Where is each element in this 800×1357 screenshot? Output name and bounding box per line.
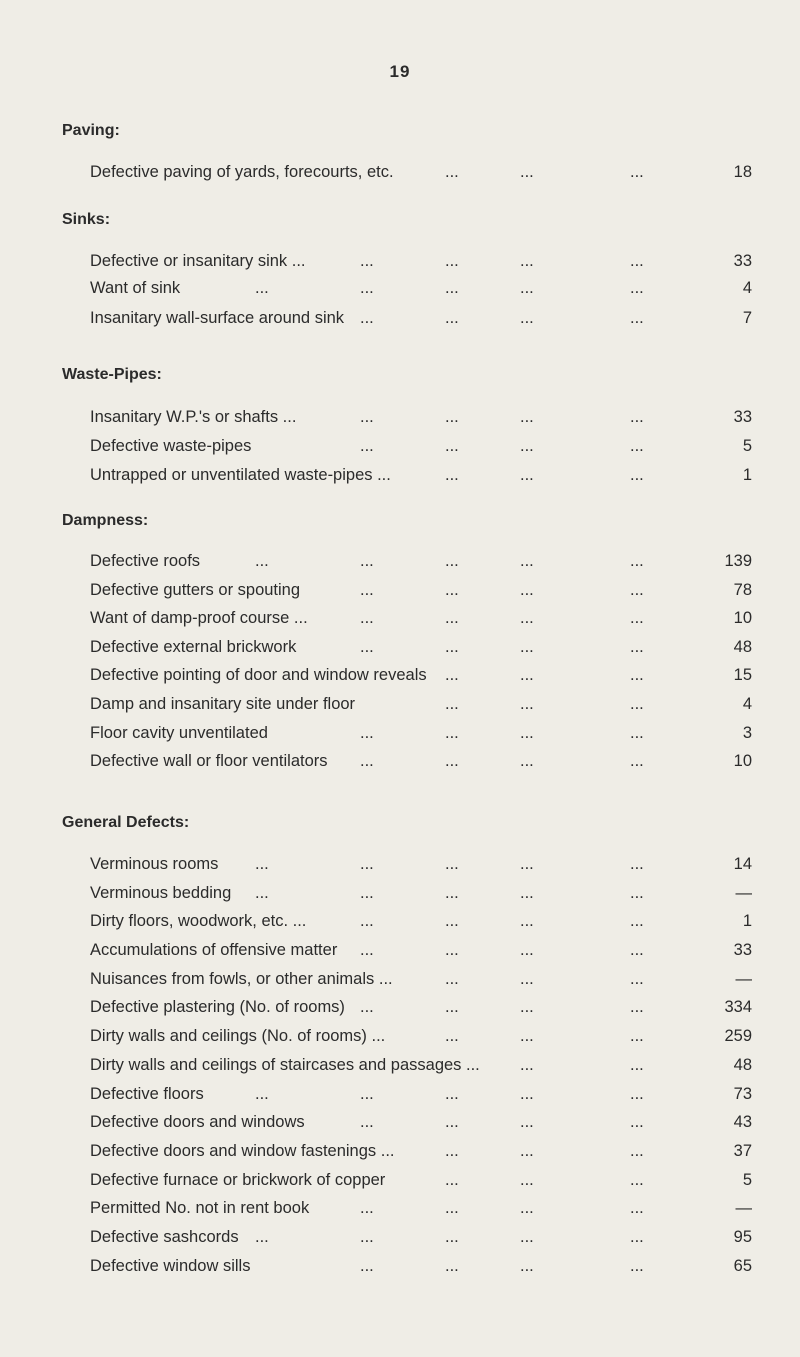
- defect-row: [0, 855, 800, 879]
- leader-dot-group: ...: [445, 724, 459, 742]
- defect-row: [0, 1113, 800, 1137]
- leader-dot-group: ...: [630, 408, 644, 426]
- defect-row: [0, 970, 800, 994]
- leader-dot-group: ...: [360, 724, 374, 742]
- defect-row: [0, 638, 800, 662]
- defect-count: 139: [724, 552, 752, 570]
- defect-row: [0, 1257, 800, 1281]
- defect-label: Dirty floors, woodwork, etc. ...: [90, 912, 307, 930]
- leader-dot-group: ...: [520, 1171, 534, 1189]
- defect-label: Defective gutters or spouting: [90, 581, 301, 599]
- defect-row: [0, 724, 800, 748]
- defect-label: Defective doors and window fastenings ...: [90, 1142, 395, 1160]
- leader-dot-group: ...: [630, 752, 644, 770]
- defect-count: 7: [742, 309, 752, 327]
- defect-count: 3: [742, 724, 752, 742]
- leader-dot-group: ...: [630, 1171, 644, 1189]
- leader-dot-group: ...: [520, 437, 534, 455]
- defect-row: [0, 581, 800, 605]
- leader-dot-group: ...: [630, 884, 644, 902]
- defect-row: [0, 609, 800, 633]
- leader-dot-group: ...: [360, 638, 374, 656]
- defect-label: Dirty walls and ceilings (No. of rooms) ...: [90, 1027, 386, 1045]
- leader-dot-group: ...: [360, 581, 374, 599]
- defect-label: Defective waste-pipes: [90, 437, 252, 455]
- leader-dot-group: ...: [360, 941, 374, 959]
- defect-label: Want of damp-proof course ...: [90, 609, 308, 627]
- defect-label: Nuisances from fowls, or other animals ...: [90, 970, 393, 988]
- leader-dot-group: ...: [360, 912, 374, 930]
- defect-row: [0, 695, 800, 719]
- defect-row: [0, 666, 800, 690]
- defect-count: 15: [733, 666, 752, 684]
- leader-dot-group: ...: [520, 912, 534, 930]
- section-title: Dampness:: [62, 512, 149, 529]
- leader-dot-group: ...: [630, 581, 644, 599]
- defect-count: 43: [733, 1113, 752, 1131]
- defect-count: —: [735, 1199, 752, 1217]
- leader-dot-group: ...: [360, 437, 374, 455]
- page-number: 19: [389, 62, 411, 81]
- leader-dot-group: ...: [520, 408, 534, 426]
- defect-row: [0, 252, 800, 276]
- leader-dot-group: ...: [520, 666, 534, 684]
- leader-dot-group: ...: [445, 279, 459, 297]
- leader-dot-group: ...: [445, 163, 459, 181]
- leader-dot-group: ...: [445, 695, 459, 713]
- defect-label: Defective doors and windows: [90, 1113, 305, 1131]
- leader-dot-group: ...: [520, 1085, 534, 1103]
- defect-label: Accumulations of offensive matter: [90, 941, 338, 959]
- leader-dot-group: ...: [520, 252, 534, 270]
- leader-dot-group: ...: [630, 1228, 644, 1246]
- defect-label: Defective plastering (No. of rooms): [90, 998, 345, 1016]
- leader-dot-group: ...: [445, 638, 459, 656]
- leader-dot-group: ...: [360, 309, 374, 327]
- defect-label: Insanitary W.P.'s or shafts ...: [90, 408, 297, 426]
- leader-dot-group: ...: [445, 998, 459, 1016]
- leader-dot-group: ...: [520, 941, 534, 959]
- leader-dot-group: ...: [630, 609, 644, 627]
- leader-dot-group: ...: [520, 884, 534, 902]
- defect-label: Floor cavity unventilated: [90, 724, 268, 742]
- leader-dot-group: ...: [445, 1228, 459, 1246]
- defect-count: 78: [733, 581, 752, 599]
- leader-dot-group: ...: [445, 309, 459, 327]
- defect-row: [0, 466, 800, 490]
- defect-count: 73: [733, 1085, 752, 1103]
- defect-count: 10: [733, 609, 752, 627]
- defect-row: [0, 1171, 800, 1195]
- leader-dot-group: ...: [630, 724, 644, 742]
- defect-count: 259: [724, 1027, 752, 1045]
- defect-row: [0, 1228, 800, 1252]
- leader-dot-group: ...: [520, 163, 534, 181]
- defect-count: —: [735, 970, 752, 988]
- section-title: Sinks:: [62, 211, 111, 228]
- defect-count: 33: [733, 252, 752, 270]
- leader-dot-group: ...: [360, 1199, 374, 1217]
- defect-count: 4: [742, 279, 752, 297]
- leader-dot-group: ...: [445, 581, 459, 599]
- leader-dot-group: ...: [520, 1142, 534, 1160]
- leader-dot-group: ...: [445, 752, 459, 770]
- leader-dot-group: ...: [520, 855, 534, 873]
- leader-dot-group: ...: [360, 1113, 374, 1131]
- leader-dot-group: ...: [630, 1142, 644, 1160]
- leader-dot-group: ...: [360, 1228, 374, 1246]
- defect-row: [0, 941, 800, 965]
- defect-count: 95: [733, 1228, 752, 1246]
- leader-dot-group: ...: [630, 695, 644, 713]
- leader-dot-group: ...: [445, 666, 459, 684]
- defect-count: 65: [733, 1257, 752, 1275]
- leader-dot-group: ...: [520, 724, 534, 742]
- leader-dot-group: ...: [520, 466, 534, 484]
- leader-dot-group: ...: [630, 1113, 644, 1131]
- defect-count: 1: [742, 912, 752, 930]
- defect-label: Verminous bedding: [90, 884, 232, 902]
- leader-dot-group: ...: [520, 609, 534, 627]
- leader-dot-group: ...: [445, 1113, 459, 1131]
- leader-dot-group: ...: [445, 466, 459, 484]
- section-title: General Defects:: [62, 814, 190, 831]
- defect-label: Untrapped or unventilated waste-pipes ...: [90, 466, 391, 484]
- leader-dot-group: ...: [360, 552, 374, 570]
- leader-dot-group: ...: [445, 1199, 459, 1217]
- leader-dot-group: ...: [520, 1228, 534, 1246]
- leader-dot-group: ...: [520, 1257, 534, 1275]
- leader-dot-group: ...: [630, 252, 644, 270]
- leader-dot-group: ...: [520, 752, 534, 770]
- leader-dot-group: ...: [630, 998, 644, 1016]
- leader-dot-group: ...: [255, 1085, 269, 1103]
- leader-dot-group: ...: [255, 1228, 269, 1246]
- defect-label: Defective paving of yards, forecourts, etc.: [90, 163, 394, 181]
- defect-count: 33: [733, 941, 752, 959]
- leader-dot-group: ...: [255, 279, 269, 297]
- leader-dot-group: ...: [255, 552, 269, 570]
- leader-dot-group: ...: [630, 1199, 644, 1217]
- leader-dot-group: ...: [445, 408, 459, 426]
- leader-dot-group: ...: [630, 912, 644, 930]
- leader-dot-group: ...: [445, 1085, 459, 1103]
- leader-dot-group: ...: [630, 552, 644, 570]
- defect-row: [0, 912, 800, 936]
- leader-dot-group: ...: [445, 855, 459, 873]
- defect-row: [0, 752, 800, 776]
- leader-dot-group: ...: [630, 309, 644, 327]
- leader-dot-group: ...: [360, 252, 374, 270]
- leader-dot-group: ...: [360, 609, 374, 627]
- defect-label: Want of sink: [90, 279, 181, 297]
- defect-label: Insanitary wall-surface around sink: [90, 309, 345, 327]
- leader-dot-group: ...: [520, 309, 534, 327]
- defect-label: Defective floors: [90, 1085, 204, 1103]
- leader-dot-group: ...: [360, 408, 374, 426]
- defect-count: 48: [733, 638, 752, 656]
- leader-dot-group: ...: [520, 1056, 534, 1074]
- leader-dot-group: ...: [630, 1085, 644, 1103]
- leader-dot-group: ...: [520, 638, 534, 656]
- leader-dot-group: ...: [445, 437, 459, 455]
- leader-dot-group: ...: [630, 1257, 644, 1275]
- leader-dot-group: ...: [630, 970, 644, 988]
- leader-dot-group: ...: [630, 279, 644, 297]
- leader-dot-group: ...: [445, 1257, 459, 1275]
- leader-dot-group: ...: [630, 466, 644, 484]
- leader-dot-group: ...: [630, 1027, 644, 1045]
- leader-dot-group: ...: [520, 998, 534, 1016]
- defect-row: [0, 279, 800, 303]
- defect-row: [0, 552, 800, 576]
- leader-dot-group: ...: [520, 970, 534, 988]
- defect-label: Defective roofs: [90, 552, 201, 570]
- defect-row: [0, 1027, 800, 1051]
- leader-dot-group: ...: [520, 1027, 534, 1045]
- defect-label: Defective window sills: [90, 1257, 251, 1275]
- leader-dot-group: ...: [445, 1142, 459, 1160]
- defect-row: [0, 408, 800, 432]
- defect-row: [0, 1056, 800, 1080]
- leader-dot-group: ...: [520, 279, 534, 297]
- defect-count: 4: [742, 695, 752, 713]
- defect-count: 10: [733, 752, 752, 770]
- defect-label: Defective external brickwork: [90, 638, 297, 656]
- section-title: Paving:: [62, 122, 120, 139]
- leader-dot-group: ...: [360, 1257, 374, 1275]
- defect-row: [0, 163, 800, 187]
- defect-label: Damp and insanitary site under floor: [90, 695, 356, 713]
- leader-dot-group: ...: [360, 884, 374, 902]
- leader-dot-group: ...: [445, 912, 459, 930]
- leader-dot-group: ...: [360, 1085, 374, 1103]
- leader-dot-group: ...: [630, 638, 644, 656]
- defect-count: 48: [733, 1056, 752, 1074]
- leader-dot-group: ...: [445, 1027, 459, 1045]
- defect-label: Dirty walls and ceilings of staircases and passages ...: [90, 1056, 480, 1074]
- leader-dot-group: ...: [445, 609, 459, 627]
- leader-dot-group: ...: [520, 1113, 534, 1131]
- defect-row: [0, 1085, 800, 1109]
- defect-label: Defective or insanitary sink ...: [90, 252, 306, 270]
- defect-count: 5: [742, 1171, 752, 1189]
- leader-dot-group: ...: [520, 695, 534, 713]
- leader-dot-group: ...: [520, 581, 534, 599]
- leader-dot-group: ...: [445, 941, 459, 959]
- defect-count: 5: [742, 437, 752, 455]
- leader-dot-group: ...: [360, 855, 374, 873]
- defect-row: [0, 437, 800, 461]
- defect-label: Defective furnace or brickwork of copper: [90, 1171, 386, 1189]
- defect-row: [0, 309, 800, 333]
- defect-row: [0, 998, 800, 1022]
- leader-dot-group: ...: [630, 666, 644, 684]
- defect-count: 37: [733, 1142, 752, 1160]
- defect-label: Defective sashcords: [90, 1228, 239, 1246]
- leader-dot-group: ...: [630, 941, 644, 959]
- defect-row: [0, 884, 800, 908]
- leader-dot-group: ...: [630, 437, 644, 455]
- defect-row: [0, 1142, 800, 1166]
- leader-dot-group: ...: [445, 970, 459, 988]
- leader-dot-group: ...: [445, 252, 459, 270]
- defect-label: Permitted No. not in rent book: [90, 1199, 310, 1217]
- defect-count: 14: [733, 855, 752, 873]
- leader-dot-group: ...: [630, 163, 644, 181]
- leader-dot-group: ...: [520, 1199, 534, 1217]
- leader-dot-group: ...: [360, 752, 374, 770]
- section-title: Waste-Pipes:: [62, 366, 162, 383]
- leader-dot-group: ...: [255, 855, 269, 873]
- defect-label: Verminous rooms: [90, 855, 219, 873]
- defect-row: [0, 1199, 800, 1223]
- leader-dot-group: ...: [360, 279, 374, 297]
- defect-count: 1: [742, 466, 752, 484]
- defect-count: 33: [733, 408, 752, 426]
- defect-label: Defective wall or floor ventilators: [90, 752, 328, 770]
- defect-count: —: [735, 884, 752, 902]
- leader-dot-group: ...: [630, 855, 644, 873]
- defect-count: 18: [733, 163, 752, 181]
- leader-dot-group: ...: [255, 884, 269, 902]
- leader-dot-group: ...: [445, 1171, 459, 1189]
- leader-dot-group: ...: [360, 998, 374, 1016]
- leader-dot-group: ...: [445, 884, 459, 902]
- leader-dot-group: ...: [520, 552, 534, 570]
- leader-dot-group: ...: [630, 1056, 644, 1074]
- leader-dot-group: ...: [445, 552, 459, 570]
- defect-label: Defective pointing of door and window reveals: [90, 666, 427, 684]
- defect-count: 334: [724, 998, 752, 1016]
